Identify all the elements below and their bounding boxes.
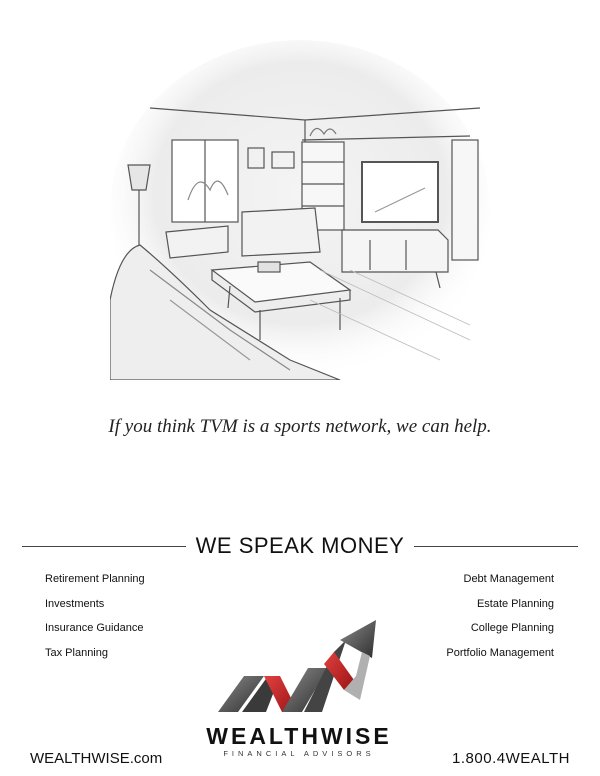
service-item: Portfolio Management (446, 647, 554, 659)
service-item: Insurance Guidance (45, 622, 144, 634)
divider-left (22, 546, 186, 547)
service-item: Estate Planning (476, 598, 554, 610)
headline: WE SPEAK MONEY (195, 533, 405, 558)
headline-row (22, 532, 578, 560)
service-item: Tax Planning (45, 647, 108, 659)
service-item: Investments (45, 598, 105, 610)
service-item: College Planning (470, 622, 554, 634)
brand-subtitle: FINANCIAL ADVISORS (223, 749, 375, 758)
living-room-illustration (110, 40, 490, 380)
service-item: Retirement Planning (45, 573, 145, 585)
service-item: Debt Management (463, 573, 554, 585)
brand-name: WEALTHWISE (206, 723, 392, 749)
tagline: If you think TVM is a sports network, we can help. (108, 416, 492, 437)
website-link[interactable]: WEALTHWISE.com (30, 750, 163, 767)
divider-right (414, 546, 578, 547)
phone-number[interactable]: 1.800.4WEALTH (452, 750, 570, 767)
